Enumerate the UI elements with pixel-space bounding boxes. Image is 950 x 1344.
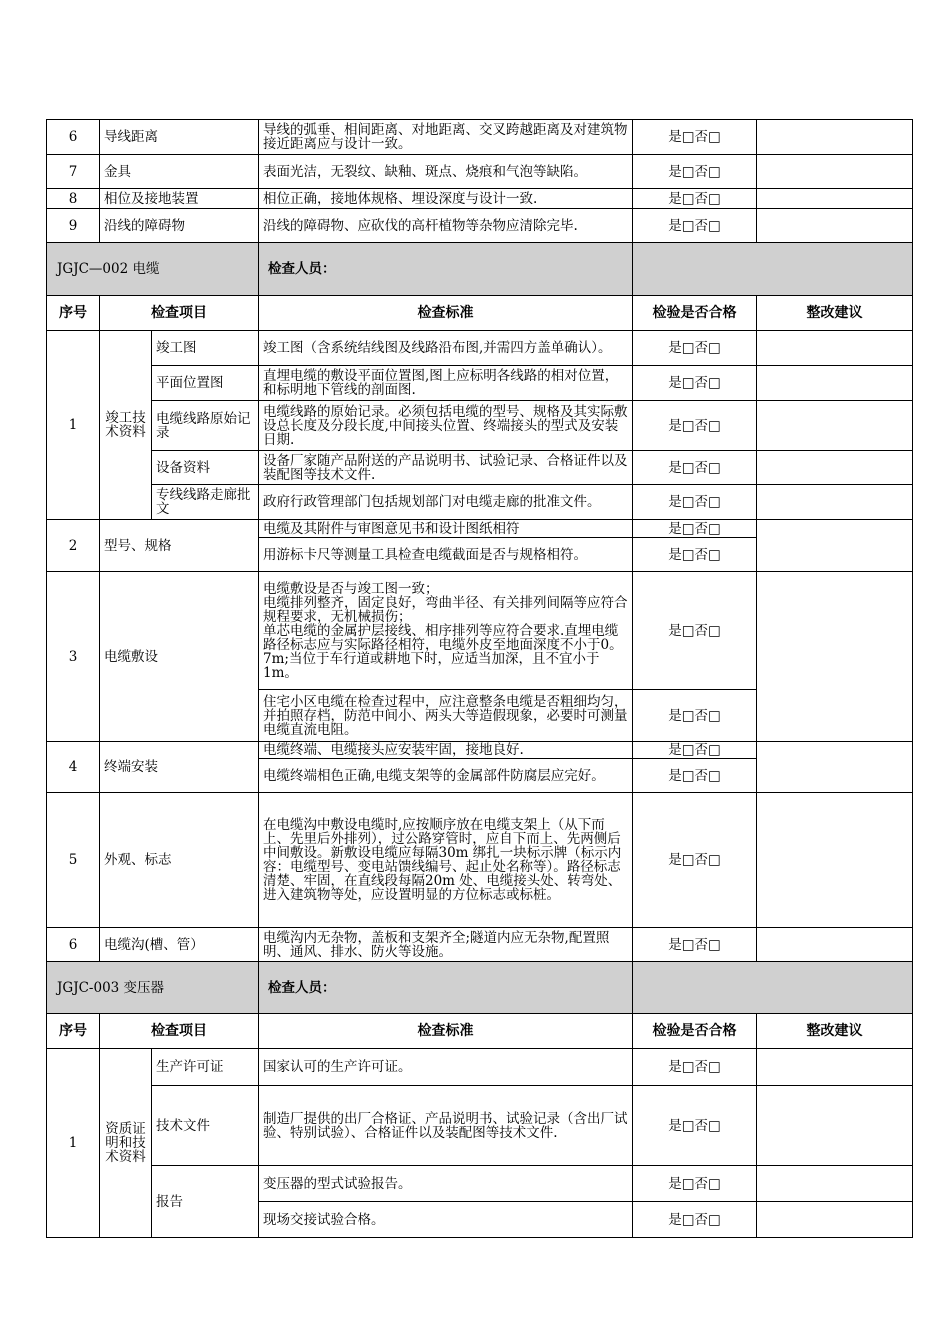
pass-fail-checkbox[interactable]: 是□否□ (633, 1166, 757, 1202)
table-row (47, 572, 913, 690)
table-row (47, 331, 913, 366)
remark-cell[interactable] (757, 189, 913, 209)
check-item: 金具 (100, 155, 259, 189)
check-standard: 电缆终端相色正确,电缆支架等的金属部件防腐层应完好。 (259, 759, 633, 793)
remark-cell[interactable] (757, 572, 913, 742)
remark-cell[interactable] (757, 1166, 913, 1202)
row-number: 5 (47, 793, 100, 928)
check-item: 电缆沟(槽、管） (100, 928, 259, 962)
check-sub-item: 电缆线路原始记录 (152, 401, 259, 451)
row-number: 3 (47, 572, 100, 742)
pass-fail-checkbox[interactable]: 是□否□ (633, 189, 757, 209)
check-sub-item: 竣工图 (152, 331, 259, 366)
table-row (47, 189, 913, 209)
table-row (47, 209, 913, 243)
table-row (47, 520, 913, 538)
inspector-label: 检查人员： (259, 962, 633, 1014)
check-standard: 直埋电缆的敷设平面位置图,图上应标明各线路的相对位置，和标明地下管线的剖面图. (259, 366, 633, 401)
check-item: 型号、规格 (100, 520, 259, 572)
remark-cell[interactable] (757, 209, 913, 243)
remark-cell[interactable] (757, 1049, 913, 1086)
header-item: 检查项目 (100, 296, 259, 331)
header-result: 检验是否合格 (633, 1014, 757, 1049)
table-row (47, 1086, 913, 1166)
table-row (47, 155, 913, 189)
check-standard: 变压器的型式试验报告。 (259, 1166, 633, 1202)
check-standard: 电缆敷设是否与竣工图一致； 电缆排列整齐，固定良好，弯曲半径、有关排列间隔等应符合规程要求，无机械损伤； 单芯电缆的金属护层接线、相序排列等应符合要求.直埋电缆路径标志应与实际路径相符，电缆外皮至地面深度不小于0。7m;当位于车行道或耕地下时，应适当加深，且不宜小于1m。 (259, 572, 633, 690)
check-standard: 国家认可的生产许可证。 (259, 1049, 633, 1086)
check-standard: 制造厂提供的出厂合格证、产品说明书、试验记录（含出厂试验、特别试验）、合格证件以及装配图等技术文件. (259, 1086, 633, 1166)
remark-cell[interactable] (757, 1202, 913, 1238)
check-sub-item: 报告 (152, 1166, 259, 1238)
check-category: 竣工技术资料 (100, 331, 152, 520)
check-standard: 表面光洁，无裂纹、缺釉、斑点、烧痕和气泡等缺陷。 (259, 155, 633, 189)
check-standard: 导线的弧垂、相间距离、对地距离、交叉跨越距离及对建筑物接近距离应与设计一致。 (259, 120, 633, 155)
section-code: JGJC-003 变压器 (47, 962, 259, 1014)
check-standard: 电缆线路的原始记录。必须包括电缆的型号、规格及其实际敷设总长度及分段长度,中间接头位置、终端接头的型式及安装日期. (259, 401, 633, 451)
table-row (47, 485, 913, 520)
remark-cell[interactable] (757, 401, 913, 451)
check-sub-item: 设备资料 (152, 451, 259, 485)
check-standard: 设备厂家随产品附送的产品说明书、试验记录、合格证件以及装配图等技术文件. (259, 451, 633, 485)
header-standard: 检查标准 (259, 1014, 633, 1049)
header-item: 检查项目 (100, 1014, 259, 1049)
header-number: 序号 (47, 296, 100, 331)
row-number: 6 (47, 120, 100, 155)
inspector-label: 检查人员： (259, 243, 633, 296)
check-standard: 政府行政管理部门包括规划部门对电缆走廊的批准文件。 (259, 485, 633, 520)
inspector-field[interactable] (633, 243, 913, 296)
pass-fail-checkbox[interactable]: 是□否□ (633, 690, 757, 742)
pass-fail-checkbox[interactable]: 是□否□ (633, 742, 757, 759)
pass-fail-checkbox[interactable]: 是□否□ (633, 1202, 757, 1238)
check-standard: 沿线的障碍物、应砍伐的高杆植物等杂物应清除完毕. (259, 209, 633, 243)
header-result: 检验是否合格 (633, 296, 757, 331)
check-item: 导线距离 (100, 120, 259, 155)
row-number: 9 (47, 209, 100, 243)
row-number: 4 (47, 742, 100, 793)
inspector-field[interactable] (633, 962, 913, 1014)
table-row (47, 120, 913, 155)
section-header-transformer (47, 962, 913, 1014)
row-number: 1 (47, 1049, 100, 1238)
check-standard: 住宅小区电缆在检查过程中，应注意整条电缆是否粗细均匀，并拍照存档，防范中间小、两头大等造假现象，必要时可测量电缆直流电阻。 (259, 690, 633, 742)
check-standard: 电缆及其附件与审图意见书和设计图纸相符 (259, 520, 633, 538)
remark-cell[interactable] (757, 120, 913, 155)
pass-fail-checkbox[interactable]: 是□否□ (633, 366, 757, 401)
pass-fail-checkbox[interactable]: 是□否□ (633, 520, 757, 538)
table-row (47, 366, 913, 401)
pass-fail-checkbox[interactable]: 是□否□ (633, 1049, 757, 1086)
check-standard: 竣工图（含系统结线图及线路沿布图,并需四方盖单确认）。 (259, 331, 633, 366)
check-standard: 电缆终端、电缆接头应安装牢固，接地良好. (259, 742, 633, 759)
check-standard: 相位正确，接地体规格、埋设深度与设计一致. (259, 189, 633, 209)
pass-fail-checkbox[interactable]: 是□否□ (633, 1086, 757, 1166)
column-header-row (47, 296, 913, 331)
pass-fail-checkbox[interactable]: 是□否□ (633, 793, 757, 928)
remark-cell[interactable] (757, 793, 913, 928)
section-code: JGJC—002 电缆 (47, 243, 259, 296)
remark-cell[interactable] (757, 155, 913, 189)
row-number: 6 (47, 928, 100, 962)
row-number: 1 (47, 331, 100, 520)
table-row (47, 793, 913, 928)
check-item: 相位及接地装置 (100, 189, 259, 209)
row-number: 8 (47, 189, 100, 209)
remark-cell[interactable] (757, 331, 913, 366)
check-standard: 现场交接试验合格。 (259, 1202, 633, 1238)
check-standard: 在电缆沟中敷设电缆时,应按顺序放在电缆支架上（从下而上、先里后外排列），过公路穿管时，应自下而上、先两侧后中间敷设。新敷设电缆应每隔30m 绑扎一块标示牌（标示内容：电缆型号、变电站馈线编号、起止处名称等）。路径标志清楚、牢固，在直线段每隔20m 处、电缆接头处、转弯处、进入建筑物等处，应设置明显的方位标志或标桩。 (259, 793, 633, 928)
remark-cell[interactable] (757, 520, 913, 572)
column-header-row (47, 1014, 913, 1049)
table-row (47, 1049, 913, 1086)
pass-fail-checkbox[interactable]: 是□否□ (633, 928, 757, 962)
header-remark: 整改建议 (757, 1014, 913, 1049)
check-item: 外观、标志 (100, 793, 259, 928)
pass-fail-checkbox[interactable]: 是□否□ (633, 155, 757, 189)
pass-fail-checkbox[interactable]: 是□否□ (633, 538, 757, 572)
pass-fail-checkbox[interactable]: 是□否□ (633, 572, 757, 690)
pass-fail-checkbox[interactable]: 是□否□ (633, 759, 757, 793)
check-sub-item: 生产许可证 (152, 1049, 259, 1086)
remark-cell[interactable] (757, 928, 913, 962)
check-item: 电缆敷设 (100, 572, 259, 742)
pass-fail-checkbox[interactable]: 是□否□ (633, 331, 757, 366)
check-sub-item: 专线线路走廊批文 (152, 485, 259, 520)
pass-fail-checkbox[interactable]: 是□否□ (633, 120, 757, 155)
pass-fail-checkbox[interactable]: 是□否□ (633, 209, 757, 243)
table-row (47, 451, 913, 485)
remark-cell[interactable] (757, 485, 913, 520)
pass-fail-checkbox[interactable]: 是□否□ (633, 401, 757, 451)
check-sub-item: 平面位置图 (152, 366, 259, 401)
check-standard: 电缆沟内无杂物，盖板和支架齐全;隧道内应无杂物,配置照明、通风、排水、防火等设施。 (259, 928, 633, 962)
section-header-cable (47, 243, 913, 296)
check-category: 资质证明和技术资料 (100, 1049, 152, 1238)
header-remark: 整改建议 (757, 296, 913, 331)
remark-cell[interactable] (757, 366, 913, 401)
table-row (47, 1166, 913, 1202)
check-standard: 用游标卡尺等测量工具检查电缆截面是否与规格相符。 (259, 538, 633, 572)
pass-fail-checkbox[interactable]: 是□否□ (633, 485, 757, 520)
row-number: 7 (47, 155, 100, 189)
check-item: 终端安装 (100, 742, 259, 793)
check-sub-item: 技术文件 (152, 1086, 259, 1166)
pass-fail-checkbox[interactable]: 是□否□ (633, 451, 757, 485)
table-row (47, 401, 913, 451)
inspection-table (46, 119, 913, 1238)
row-number: 2 (47, 520, 100, 572)
table-row (47, 928, 913, 962)
table-row (47, 742, 913, 759)
header-standard: 检查标准 (259, 296, 633, 331)
remark-cell[interactable] (757, 1086, 913, 1166)
header-number: 序号 (47, 1014, 100, 1049)
remark-cell[interactable] (757, 451, 913, 485)
check-item: 沿线的障碍物 (100, 209, 259, 243)
remark-cell[interactable] (757, 742, 913, 793)
